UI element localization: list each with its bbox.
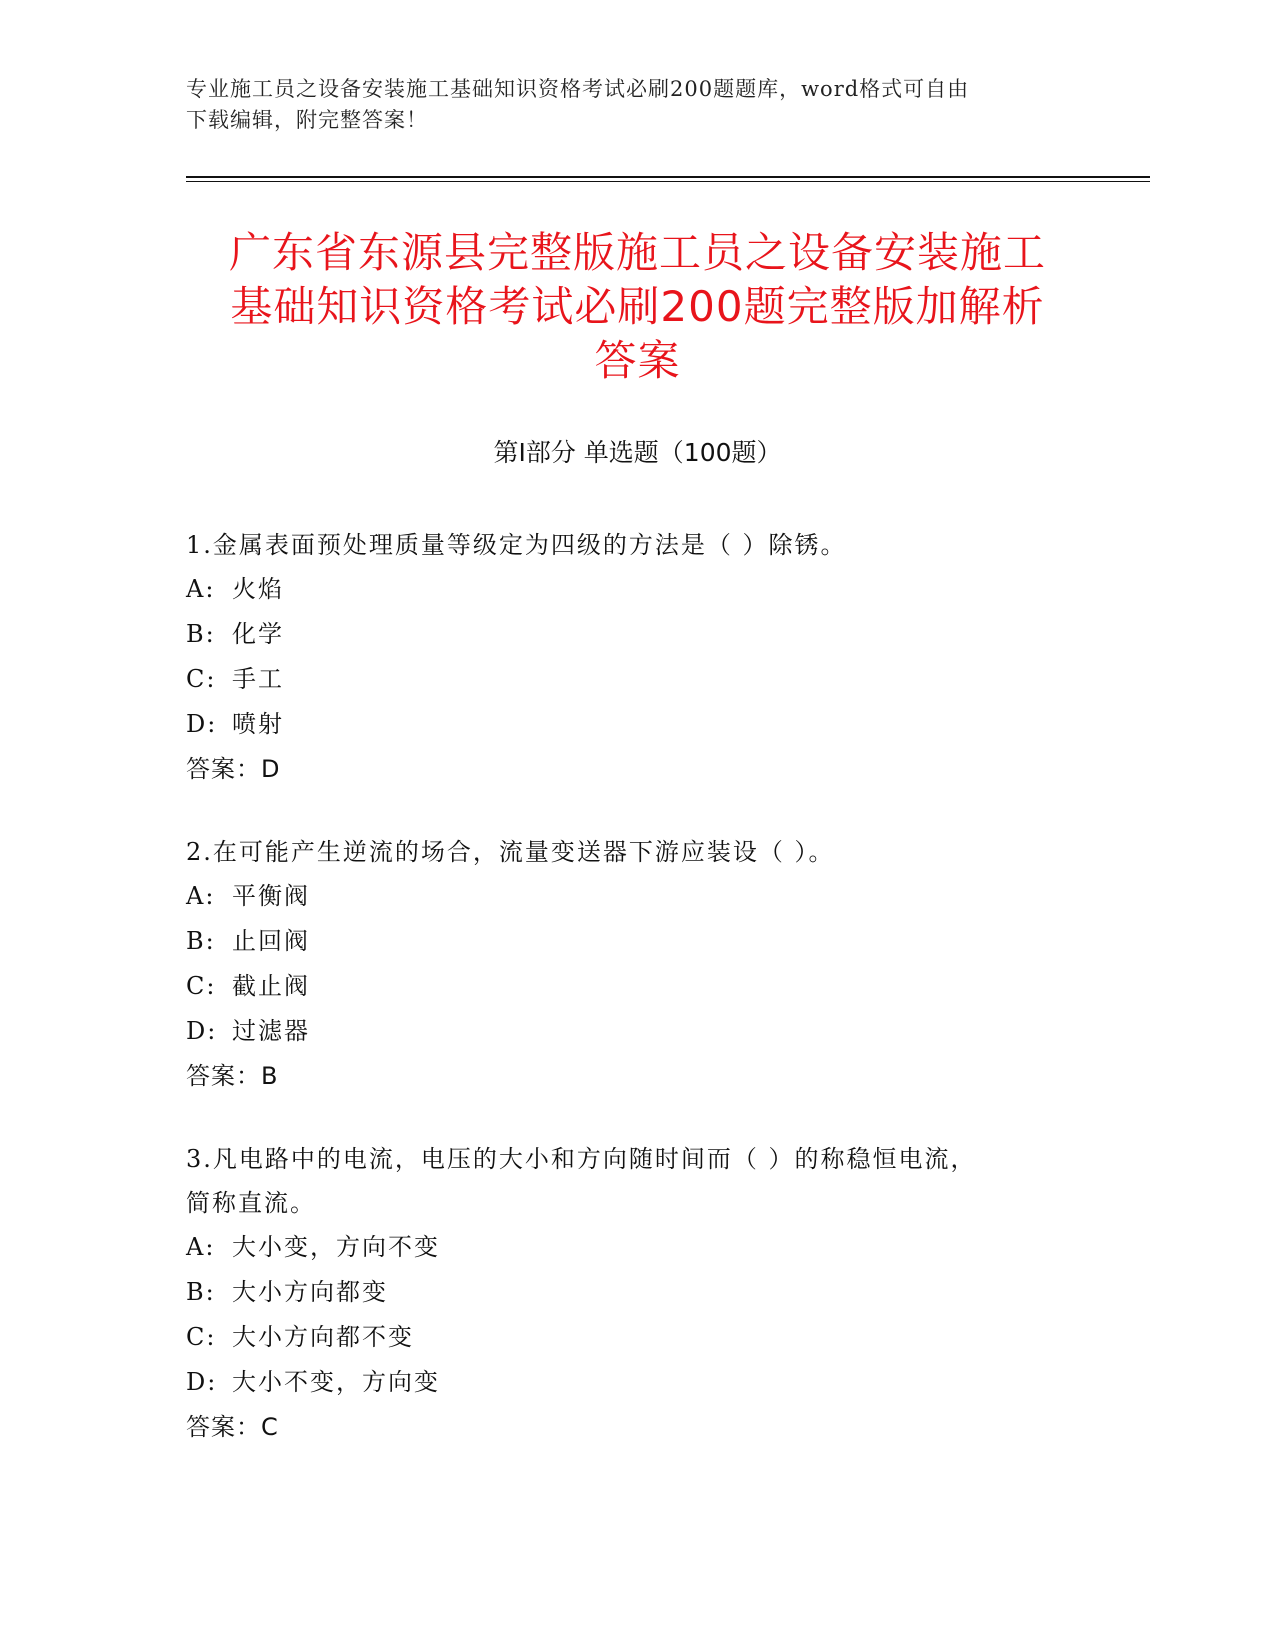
- document-title-line-3: 答案: [594, 336, 681, 385]
- option-text: 火焰: [232, 575, 284, 603]
- document-title-line-1: 广东省东源县完整版施工员之设备安装施工: [228, 228, 1046, 277]
- option-d: [186, 1009, 1086, 1054]
- option-letter: C:: [186, 665, 217, 693]
- option-text: 手工: [232, 665, 284, 693]
- option-c: [186, 1315, 1086, 1360]
- option-letter: D:: [186, 1368, 218, 1396]
- option-text: 大小不变，方向变: [232, 1368, 440, 1396]
- question-list: [186, 523, 1086, 1488]
- option-d: [186, 702, 1086, 747]
- option-letter: B:: [186, 620, 216, 648]
- option-text: 大小变，方向不变: [232, 1233, 440, 1261]
- option-text: 截止阀: [232, 972, 310, 1000]
- question-stem: 1.金属表面预处理质量等级定为四级的方法是（ ）除锈。: [186, 531, 847, 559]
- question-2: [186, 830, 1086, 1099]
- question-3: [186, 1137, 1086, 1450]
- question-stem-continued: 简称直流。: [186, 1189, 316, 1217]
- header-divider-thin: [186, 181, 1150, 182]
- document-title-line-2: 基础知识资格考试必刷200题完整版加解析: [230, 282, 1045, 331]
- answer: 答案：D: [186, 755, 281, 783]
- option-letter: D:: [186, 1017, 218, 1045]
- header-note-line-1: 专业施工员之设备安装施工基础知识资格考试必刷200题题库，word格式可自由: [186, 77, 970, 101]
- option-letter: B:: [186, 927, 216, 955]
- option-text: 化学: [232, 620, 284, 648]
- option-b: [186, 1270, 1086, 1315]
- question-1: [186, 523, 1086, 792]
- option-c: [186, 964, 1086, 1009]
- answer: 答案：C: [186, 1413, 279, 1441]
- header-divider-thick: [186, 176, 1150, 178]
- option-b: [186, 919, 1086, 964]
- option-text: 大小方向都不变: [232, 1323, 414, 1351]
- question-stem: 2.在可能产生逆流的场合，流量变送器下游应装设（ ）。: [186, 838, 835, 866]
- option-letter: C:: [186, 1323, 217, 1351]
- option-a: [186, 874, 1086, 919]
- option-text: 喷射: [232, 710, 284, 738]
- option-letter: A:: [186, 1233, 216, 1261]
- option-text: 止回阀: [232, 927, 310, 955]
- document-title: [150, 226, 1125, 388]
- option-letter: B:: [186, 1278, 216, 1306]
- option-b: [186, 612, 1086, 657]
- option-letter: A:: [186, 882, 216, 910]
- section-heading: 第Ⅰ部分 单选题（100题）: [493, 438, 782, 467]
- option-text: 过滤器: [232, 1017, 310, 1045]
- option-letter: C:: [186, 972, 217, 1000]
- option-a: [186, 1225, 1086, 1270]
- answer: 答案：B: [186, 1062, 279, 1090]
- option-c: [186, 657, 1086, 702]
- option-text: 平衡阀: [232, 882, 310, 910]
- option-letter: D:: [186, 710, 218, 738]
- option-letter: A:: [186, 575, 216, 603]
- option-d: [186, 1360, 1086, 1405]
- question-stem: 3.凡电路中的电流，电压的大小和方向随时间而（ ）的称稳恒电流，: [186, 1145, 977, 1173]
- option-text: 大小方向都变: [232, 1278, 388, 1306]
- option-a: [186, 567, 1086, 612]
- header-note-line-2: 下载编辑，附完整答案！: [186, 108, 428, 132]
- header-note: [186, 74, 1066, 136]
